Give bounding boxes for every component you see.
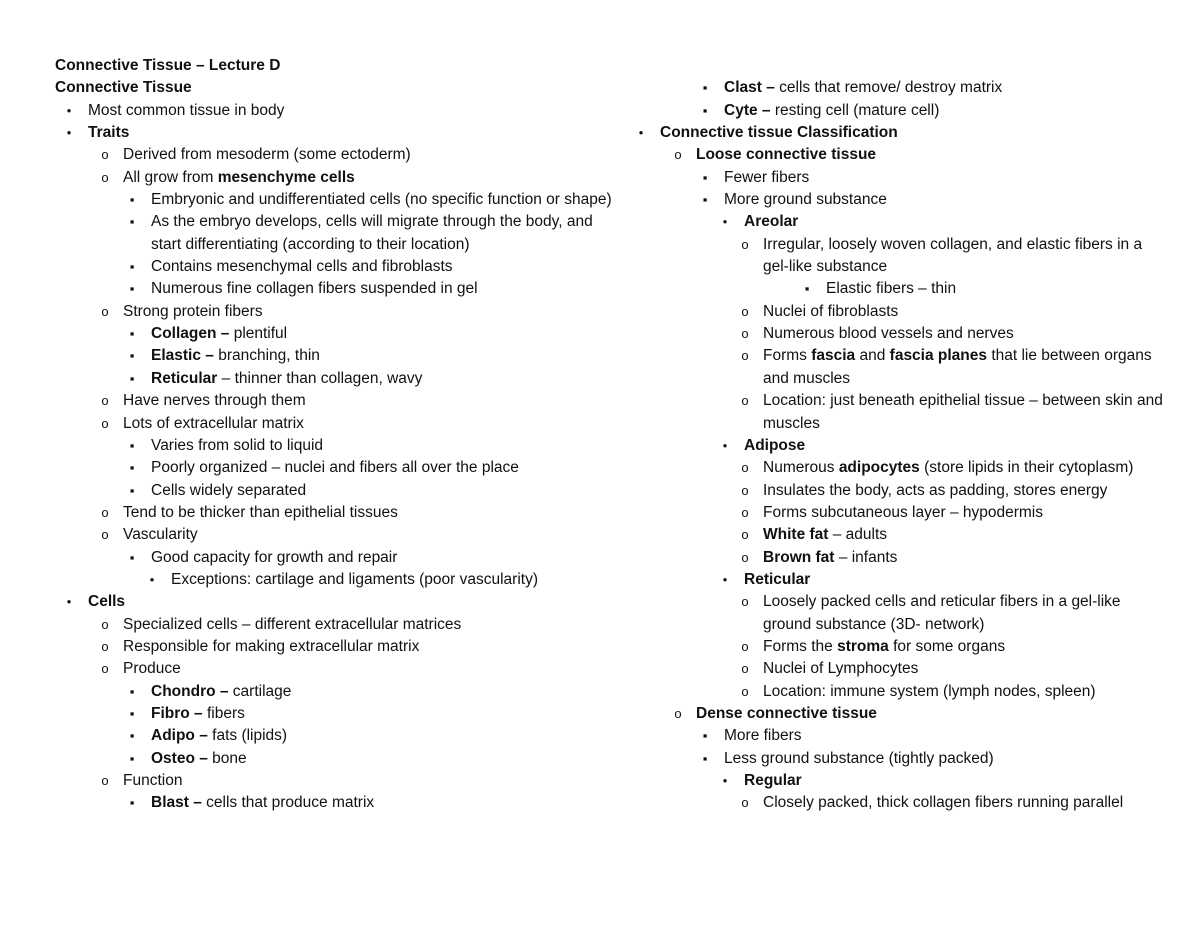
list-item <box>55 770 625 792</box>
bold-term: adipocytes <box>838 459 920 477</box>
bullet-circle-icon <box>96 413 114 435</box>
bold-term: Adipose <box>744 436 806 454</box>
list-item <box>632 167 1172 189</box>
bullet-square-icon <box>123 457 141 479</box>
list-item <box>632 681 1172 703</box>
list-item <box>55 122 625 144</box>
bullet-disc-icon <box>60 122 78 146</box>
bold-term: stroma <box>837 637 889 655</box>
list-item <box>55 457 625 479</box>
list-item <box>632 77 1172 99</box>
bullet-square-icon <box>696 189 714 211</box>
text-run: Embryonic and undifferentiated cells (no specific function or shape) <box>151 191 612 209</box>
list-item <box>55 435 625 457</box>
text-run: Poorly organized – nuclei and fibers all over the place <box>151 459 519 477</box>
text-run: Have nerves through them <box>123 392 306 410</box>
bullet-circle-icon <box>736 301 754 323</box>
bold-term: Connective Tissue <box>55 79 192 97</box>
text-run: Vascularity <box>123 526 198 544</box>
list-item <box>632 703 1172 725</box>
list-item <box>55 301 625 323</box>
list-item <box>55 502 625 524</box>
bullet-square-icon <box>123 703 141 725</box>
bullet-circle-icon <box>96 636 114 658</box>
text-run: Lots of extracellular matrix <box>123 414 304 432</box>
text-run: that lie between organs and muscles <box>763 347 1152 387</box>
bullet-circle-icon <box>96 524 114 546</box>
list-item <box>55 278 625 300</box>
bold-term: White fat <box>763 526 829 544</box>
bullet-circle-icon <box>736 636 754 658</box>
text-run: Function <box>123 772 183 789</box>
bullet-square-icon <box>123 547 141 569</box>
bold-term: Traits <box>88 124 130 142</box>
text-run: Nuclei of fibroblasts <box>763 302 899 320</box>
text-run: cells that remove/ destroy matrix <box>774 79 1003 97</box>
bullet-circle-icon <box>736 390 754 412</box>
bold-term: Blast – <box>151 794 202 812</box>
list-item <box>55 413 625 435</box>
bullet-circle-icon <box>736 658 754 680</box>
bullet-disc-icon <box>143 569 161 593</box>
bullet-circle-icon <box>96 770 114 792</box>
list-item <box>55 368 625 390</box>
bullet-circle-icon <box>736 681 754 703</box>
text-run: Location: immune system (lymph nodes, spleen) <box>763 682 1096 700</box>
text-run: Exceptions: cartilage and ligaments (poor vascularity) <box>171 570 539 588</box>
list-item <box>632 748 1172 770</box>
bold-term: Regular <box>744 772 802 789</box>
text-run: Numerous fine collagen fibers suspended in gel <box>151 280 478 298</box>
text-run: Fewer fibers <box>724 168 810 186</box>
text-run: cartilage <box>228 682 292 700</box>
text-run: fats (lipids) <box>207 727 288 745</box>
bullet-square-icon <box>798 278 816 300</box>
text-run: plentiful <box>229 325 288 343</box>
bold-term: Connective Tissue – Lecture D <box>55 57 281 74</box>
bullet-square-icon <box>123 681 141 703</box>
list-item <box>632 234 1167 279</box>
bullet-square-icon <box>123 256 141 278</box>
bullet-square-icon <box>123 725 141 747</box>
text-run: Specialized cells – different extracellular matrices <box>123 615 462 633</box>
bold-term: Elastic – <box>151 347 214 365</box>
bold-term: Fibro – <box>151 704 203 722</box>
text-run: As the embryo develops, cells will migrate through the body, and start differentiating (according to their location) <box>151 213 593 253</box>
text-run: Strong protein fibers <box>123 302 263 320</box>
list-item <box>55 323 625 345</box>
list-item <box>632 122 1172 144</box>
list-item <box>632 189 1172 211</box>
list-item <box>632 345 1167 390</box>
list-item <box>55 211 625 256</box>
list-item <box>55 569 625 591</box>
bold-term: Cells <box>88 593 126 611</box>
text-run: branching, thin <box>213 347 320 365</box>
bold-term: Reticular <box>151 369 218 387</box>
bullet-square-icon <box>696 167 714 189</box>
text-run: Varies from solid to liquid <box>151 436 324 454</box>
bullet-disc-icon <box>632 122 650 146</box>
list-item <box>55 614 625 636</box>
list-item <box>632 636 1172 658</box>
bold-term: Adipo – <box>151 727 208 745</box>
list-item <box>55 725 625 747</box>
list-item <box>55 748 625 770</box>
bullet-square-icon <box>123 748 141 770</box>
bullet-circle-icon <box>736 323 754 345</box>
text-run: Good capacity for growth and repair <box>151 548 398 566</box>
text-run: fibers <box>202 704 245 722</box>
text-run: bone <box>207 749 247 767</box>
text-run: Responsible for making extracellular matrix <box>123 637 420 655</box>
bullet-disc-icon <box>716 211 734 235</box>
bullet-square-icon <box>123 480 141 502</box>
text-run: cells that produce matrix <box>201 794 375 812</box>
bold-term: fascia planes <box>889 347 988 365</box>
text-run: and <box>855 347 890 365</box>
text-run: Most common tissue in body <box>88 101 285 119</box>
bold-term: Reticular <box>744 570 811 588</box>
bullet-square-icon <box>123 435 141 457</box>
text-run: Produce <box>123 660 181 678</box>
text-run: Derived from mesoderm (some ectoderm) <box>123 146 411 164</box>
list-item <box>632 547 1172 569</box>
list-item <box>55 167 625 189</box>
bold-term: Cyte – <box>724 101 771 119</box>
list-item <box>55 792 625 814</box>
bullet-square-icon <box>696 100 714 122</box>
bullet-circle-icon <box>736 792 754 814</box>
text-run: Location: just beneath epithelial tissue – between skin and muscles <box>763 392 1163 432</box>
list-item <box>632 211 1172 233</box>
list-item <box>632 100 1172 122</box>
list-item <box>55 256 625 278</box>
list-item <box>55 100 625 122</box>
bullet-circle-icon <box>96 301 114 323</box>
bold-term: Collagen – <box>151 325 230 343</box>
bullet-square-icon <box>123 345 141 367</box>
list-item <box>632 725 1172 747</box>
bullet-circle-icon <box>96 390 114 412</box>
bullet-circle-icon <box>96 614 114 636</box>
bullet-circle-icon <box>736 547 754 569</box>
bullet-square-icon <box>123 189 141 211</box>
text-run: – infants <box>834 548 898 566</box>
text-run: – thinner than collagen, wavy <box>217 369 423 387</box>
bullet-square-icon <box>123 792 141 814</box>
list-item <box>632 301 1172 323</box>
text-run: Cells widely separated <box>151 481 307 499</box>
text-run: Loosely packed cells and reticular fibers in a gel-like ground substance (3D- network) <box>763 593 1121 633</box>
text-run: Irregular, loosely woven collagen, and elastic fibers in a gel-like substance <box>763 235 1143 276</box>
notes-left-column <box>55 55 625 815</box>
list-item <box>632 435 1172 457</box>
text-run: More fibers <box>724 727 802 745</box>
list-item <box>55 547 625 569</box>
list-item <box>632 658 1172 680</box>
bold-term: Connective tissue Classification <box>660 124 898 142</box>
bullet-square-icon <box>123 323 141 345</box>
bold-term: Brown fat <box>763 548 835 566</box>
list-item <box>632 323 1172 345</box>
list-item <box>632 55 1172 77</box>
list-item <box>55 636 625 658</box>
bullet-disc-icon <box>60 100 78 124</box>
list-item <box>55 524 625 546</box>
bullet-circle-icon <box>736 591 754 613</box>
list-item <box>55 681 625 703</box>
text-run: Numerous blood vessels and nerves <box>763 325 1014 343</box>
text-run: Nuclei of Lymphocytes <box>763 660 919 678</box>
list-item <box>632 480 1172 502</box>
bullet-circle-icon <box>669 144 687 166</box>
text-run: All grow from <box>123 168 218 186</box>
text-run: More ground substance <box>724 191 887 209</box>
bold-term: Chondro – <box>151 682 229 700</box>
text-run: Forms <box>763 347 812 365</box>
bullet-square-icon <box>696 748 714 770</box>
text-run: – adults <box>828 526 888 544</box>
bullet-disc-icon <box>716 770 734 794</box>
bold-term: Clast – <box>724 79 775 97</box>
bullet-disc-icon <box>716 569 734 593</box>
text-run: for some organs <box>888 637 1006 655</box>
list-item <box>55 345 625 367</box>
bold-term: Areolar <box>744 213 799 231</box>
bullet-disc-icon <box>716 435 734 459</box>
list-item <box>632 792 1167 814</box>
text-run: Tend to be thicker than epithelial tissues <box>123 503 398 521</box>
notes-right-column <box>632 55 1172 815</box>
list-item <box>55 390 625 412</box>
bullet-circle-icon <box>736 457 754 479</box>
bullet-circle-icon <box>736 502 754 524</box>
bullet-circle-icon <box>736 234 754 256</box>
list-item <box>55 703 625 725</box>
list-item <box>632 390 1167 435</box>
bold-term: Loose connective tissue <box>696 146 877 164</box>
text-run: Forms subcutaneous layer – hypodermis <box>763 503 1043 521</box>
list-item <box>632 591 1167 636</box>
text-run: Numerous <box>763 459 839 477</box>
text-run: (store lipids in their cytoplasm) <box>919 459 1134 477</box>
text-run: Less ground substance (tightly packed) <box>724 749 994 767</box>
text-run: Contains mesenchymal cells and fibroblasts <box>151 258 453 276</box>
bold-term: fascia <box>811 347 856 365</box>
list-item <box>55 591 625 613</box>
bullet-square-icon <box>696 725 714 747</box>
bullet-square-icon <box>696 77 714 99</box>
list-item <box>55 480 625 502</box>
bold-term: Dense connective tissue <box>696 704 877 722</box>
text-run: Insulates the body, acts as padding, stores energy <box>763 481 1108 499</box>
bold-term: Osteo – <box>151 749 208 767</box>
list-item <box>55 189 625 211</box>
bullet-circle-icon <box>96 144 114 166</box>
list-item <box>632 144 1172 166</box>
bullet-circle-icon <box>96 502 114 524</box>
list-item <box>55 55 625 77</box>
list-item <box>632 524 1172 546</box>
bullet-square-icon <box>123 368 141 390</box>
bullet-circle-icon <box>96 658 114 680</box>
bullet-circle-icon <box>96 167 114 189</box>
list-item <box>632 770 1172 792</box>
bullet-circle-icon <box>736 345 754 367</box>
list-item <box>55 77 625 99</box>
list-item <box>632 457 1167 479</box>
bold-term: mesenchyme cells <box>217 168 355 186</box>
text-run: Elastic fibers – thin <box>826 280 957 298</box>
list-item <box>632 569 1172 591</box>
text-run: resting cell (mature cell) <box>770 101 940 119</box>
list-item <box>55 658 625 680</box>
bullet-circle-icon <box>736 480 754 502</box>
text-run: Forms the <box>763 637 838 655</box>
bullet-disc-icon <box>60 591 78 615</box>
bullet-circle-icon <box>669 703 687 725</box>
bullet-square-icon <box>123 211 141 233</box>
list-item <box>55 144 625 166</box>
bullet-square-icon <box>123 278 141 300</box>
list-item <box>632 502 1172 524</box>
list-item <box>632 278 1172 300</box>
text-run: Closely packed, thick collagen fibers running parallel <box>763 794 1124 812</box>
bullet-circle-icon <box>736 524 754 546</box>
